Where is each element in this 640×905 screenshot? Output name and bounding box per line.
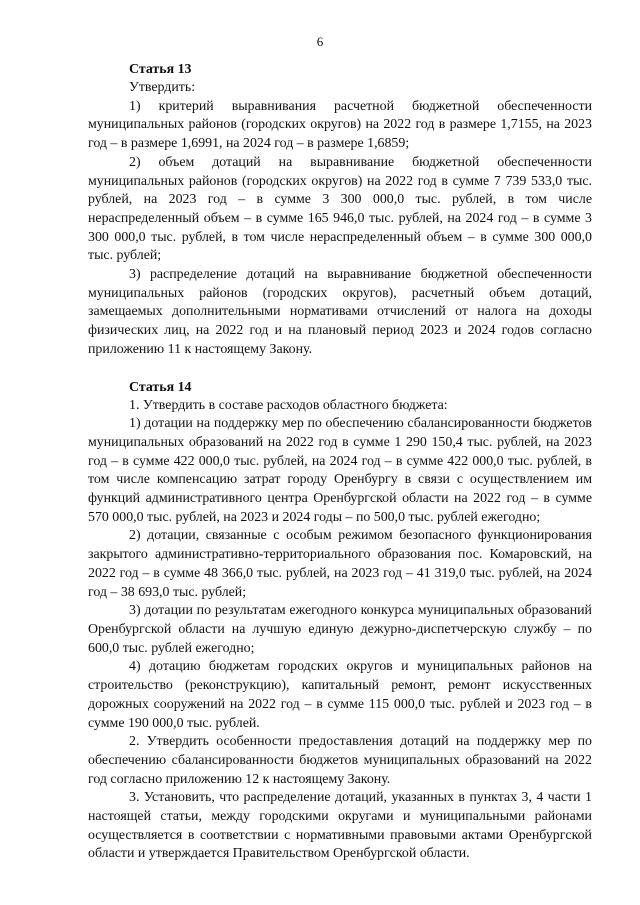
article-14-para-3: 3. Установить, что распределение дотаций, указанных в пунктах 3, 4 части 1 настоящей статьи, между городскими округами и муниципальными районами осуществляется в соответствии с нормативными правовыми актами Оренбургской области и утверждается Правительством Оренбургской области. [88,790,592,862]
section-spacer [88,360,592,378]
article-14-title: Статья 14 [129,379,192,395]
article-13-item-3: 3) распределение дотаций на выравнивание бюджетной обеспеченности муниципальных районов (городских округов), расчетный объем дотаций, замещаемых дополнительными нормативами отчислений от налога на доходы физических лиц, на 2022 год и на плановый период 2023 и 2024 годов согласно приложению 11 к настоящему Закону. [88,267,592,357]
article-14-item-1: 1) дотации на поддержку мер по обеспечению сбалансированности бюджетов муниципальных образований на 2022 год в сумме 1 290 150,4 тыс. рублей, на 2023 год – в сумме 422 000,0 тыс. рублей, на 2024 год – в сумме 422 000,0 тыс. рублей, в том числе компенсацию затрат городу Оренбургу в связи с осуществлением им функций административного центра Оренбургской области на 2022 год – в сумме 570 000,0 тыс. рублей, на 2023 и 2024 годы – по 500,0 тыс. рублей ежегодно; [88,416,592,525]
article-14 [88,378,592,865]
page-number: 6 [316,34,324,49]
article-14-para-2: 2. Утвердить особенности предоставления дотаций на поддержку мер по обеспечению сбалансированности бюджетов муниципальных образований на 2022 год согласно приложению 12 к настоящему Закону. [88,734,592,787]
article-13 [88,60,592,360]
article-14-item-2: 2) дотации, связанные с особым режимом безопасного функционирования закрытого административно-территориального образования пос. Комаровский, на 2022 год – в сумме 48 366,0 тыс. рублей, на 2023 год – 41 319,0 тыс. рублей, на 2024 год – 38 693,0 тыс. рублей; [88,528,592,600]
article-13-intro: Утвердить: [129,80,196,95]
article-13-item-1: 1) критерий выравнивания расчетной бюджетной обеспеченности муниципальных районов (городских округов) на 2022 год в размере 1,7155, на 2023 год – в размере 1,6991, на 2024 год – в размере 1,6859; [88,98,592,152]
article-14-item-4: 4) дотацию бюджетам городских округов и муниципальных районов на строительство (реконструкцию), капитальный ремонт, ремонт искусственных дорожных сооружений на 2022 год – в сумме 115 000,0 тыс. рублей и 2023 год – в сумме 190 000,0 тыс. рублей. [88,659,592,731]
article-14-intro: 1. Утвердить в составе расходов областного бюджета: [129,397,448,413]
article-13-item-2: 2) объем дотаций на выравнивание бюджетной обеспеченности муниципальных районов (городских округов) на 2022 год в сумме 7 739 533,0 тыс. рублей, на 2023 год – в сумме 3 300 000,0 тыс. рублей, в том числе нераспределенный объем – в сумме 165 946,0 тыс. рублей, на 2024 год – в сумме 3 300 000,0 тыс. рублей, в том числе нераспределенный объем – в сумме 300 000,0 тыс. рублей; [88,154,592,264]
document-body [88,60,592,864]
article-13-title: Статья 13 [129,62,192,77]
article-14-item-3: 3) дотации по результатам ежегодного конкурса муниципальных образований Оренбургской области на лучшую единую дежурно-диспетчерскую службу – по 600,0 тыс. рублей ежегодно; [88,603,592,656]
